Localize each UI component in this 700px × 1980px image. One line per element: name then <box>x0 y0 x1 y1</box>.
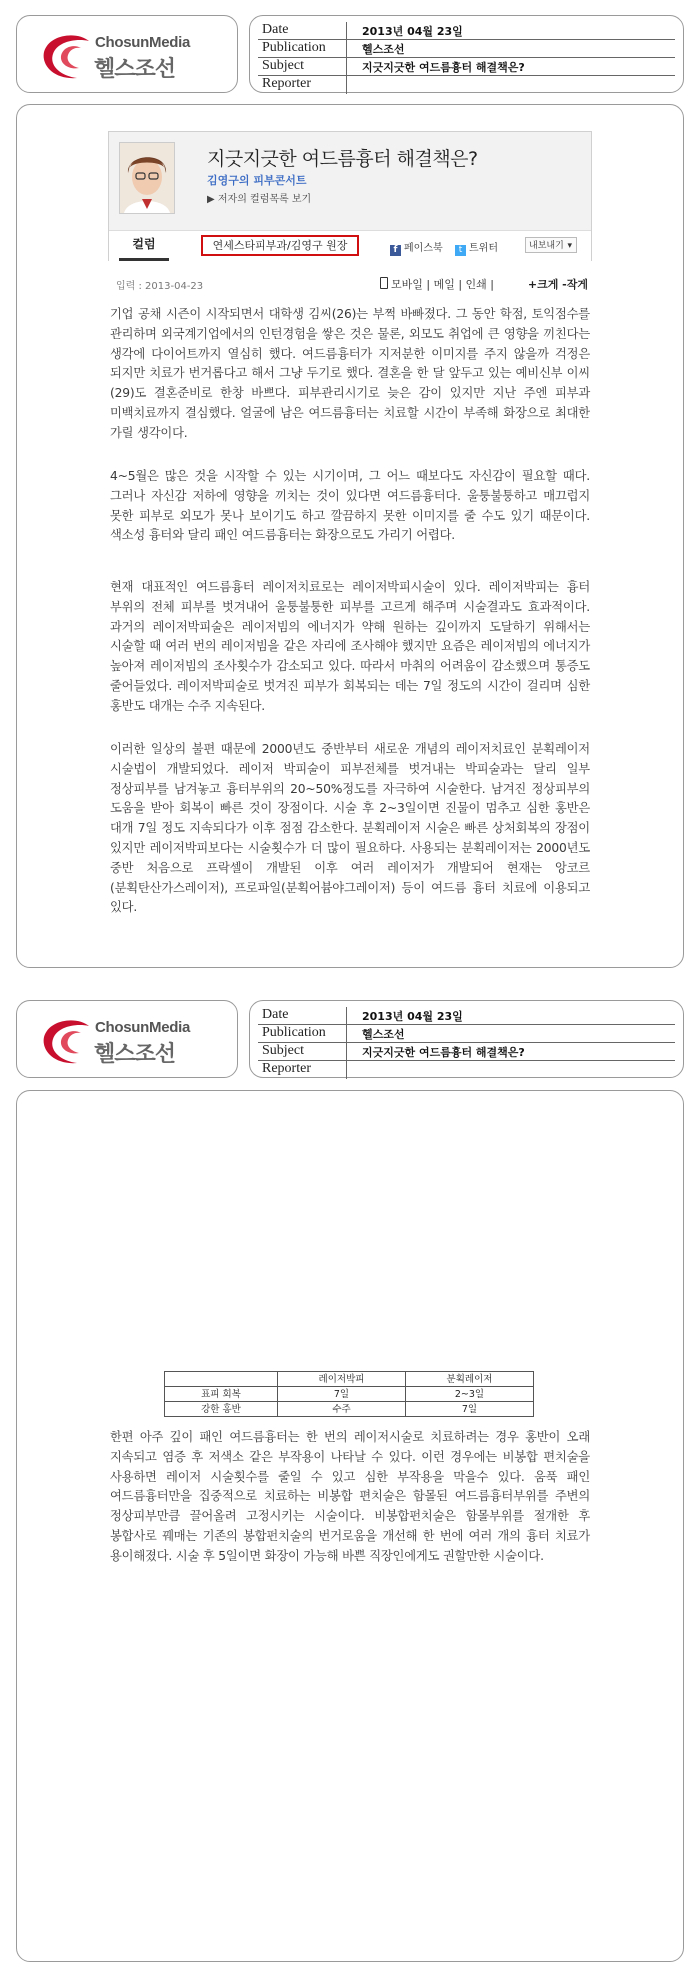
table-cell: 강한 홍반 <box>165 1402 278 1417</box>
meta-label: Subject <box>262 58 304 73</box>
meta-row-publication <box>258 40 675 58</box>
meta-row-reporter <box>258 76 675 93</box>
brand-en: ChosunMedia <box>95 1019 191 1036</box>
meta-label: Publication <box>262 40 326 55</box>
brand-ko: 헬스조선 <box>94 1042 176 1067</box>
table-header-cell: 분획레이저 <box>406 1372 534 1387</box>
meta-value: 헬스조선 <box>362 1028 405 1041</box>
logo-panel <box>16 1000 238 1078</box>
meta-label: Publication <box>262 1025 326 1040</box>
meta-panel <box>249 1000 684 1078</box>
column-list-link[interactable]: ▶ 저자의 컬럼목록 보기 <box>207 194 312 205</box>
meta-label: Reporter <box>262 76 311 91</box>
logo-swoosh-icon <box>39 1017 95 1067</box>
brand-ko: 헬스조선 <box>94 57 176 82</box>
facebook-icon: f <box>390 245 401 256</box>
meta-row-publication <box>258 1025 675 1043</box>
facebook-share-button[interactable] <box>390 239 443 256</box>
send-label: 내보내기 <box>529 241 564 251</box>
meta-value: 헬스조선 <box>362 43 405 56</box>
tab-column[interactable]: 컬럼 <box>119 231 169 261</box>
send-dropdown[interactable] <box>525 237 577 253</box>
article-header <box>108 131 592 261</box>
meta-row-date <box>258 1007 675 1025</box>
chevron-down-icon: ▾ <box>567 241 572 251</box>
article-paragraph: 한편 아주 깊이 패인 여드름흉터는 한 번의 레이저시술로 치료하려는 경우 홍반이 오래 지속되고 염증 후 저색소 같은 부작용이 나타날 수 있다. 이런 경우에는 비봉합 편치술을 사용하면 레이저 시술횟수를 줄일 수 있고 심한 부작용을 막을수 있다. 움푹 패인 여드름흉터만을 집중적으로 치료하는 비봉합 편치술은 함몰된 여드름흉터부위를 주변의 정상피부만큼 끌어올려 고정시키는 시술이다. 비봉합펀치술은 함몰부위를 절개한 후 봉합사로 꿰매는 기존의 봉합펀치술의 번거로움을 개선해 한 번에 여러 개의 흉터 치료가 용이해졌다. 시술 후 5일이면 화장이 가능해 바쁜 직장인에게도 권할만한 시술이다. <box>110 1430 590 1563</box>
mobile-icon <box>380 277 388 289</box>
meta-value: 2013년 04월 23일 <box>362 25 463 38</box>
meta-row-date <box>258 22 675 40</box>
meta-value: 2013년 04월 23일 <box>362 1010 463 1023</box>
table-cell: 수주 <box>278 1402 406 1417</box>
author-photo <box>119 142 175 214</box>
table-cell: 7일 <box>406 1402 534 1417</box>
article-toolbar <box>112 276 592 292</box>
column-name-link[interactable]: 김영구의 피부콘서트 <box>207 174 307 187</box>
table-row <box>165 1387 534 1402</box>
table-cell: 표피 회복 <box>165 1387 278 1402</box>
facebook-label: 페이스북 <box>404 243 443 254</box>
brand-en: ChosunMedia <box>95 34 191 51</box>
table-header-cell <box>165 1372 278 1387</box>
font-size-control[interactable]: +크게 -작게 <box>527 278 588 291</box>
meta-label: Reporter <box>262 1061 311 1076</box>
table-row <box>165 1372 534 1387</box>
comparison-table <box>164 1371 534 1417</box>
article-tools[interactable] <box>380 276 494 292</box>
article-paragraph: 이러한 일상의 불편 때문에 2000년도 중반부터 새로운 개념의 레이저치료인 분획레이저 시술법이 개발되었다. 레이저 박피술이 피부전체를 벗겨내는 박피술과는 달리 일부 정상피부를 남겨놓고 흉터부위의 20~50%정도를 자극하여 시술한다. 남겨진 정상피부의 도움을 받아 회복이 빠른 것이 장점이다. 시술 후 2~3일이면 진물이 멈추고 심한 홍반은 대개 7일 정도 지속되다가 이후 점점 감소한다. 분획레이저 시술은 빠른 상처회복의 장점이 있지만 레이저박피보다는 시술횟수가 더 많이 필요하다. 사용되는 분획레이저는 2000년도 중반 처음으로 프락셀이 개발된 이후 여러 레이저가 개발되어 현재는 앙코르(분획탄산가스레이저), 프로파일(분획어븀야그레이저) 등이 여드름 흉터 치료에 이용되고 있다. <box>110 742 590 915</box>
twitter-icon: t <box>455 245 466 256</box>
table-header-cell: 레이저박피 <box>278 1372 406 1387</box>
meta-value: 지긋지긋한 여드름흉터 해결책은? <box>362 61 525 74</box>
logo-swoosh-icon <box>39 32 95 82</box>
twitter-share-button[interactable] <box>455 239 498 256</box>
article-tools-label: 모바일 | 메일 | 인쇄 | <box>391 278 494 291</box>
meta-row-reporter <box>258 1061 675 1078</box>
logo-panel <box>16 15 238 93</box>
table-row <box>165 1402 534 1417</box>
table-cell: 2~3일 <box>406 1387 534 1402</box>
meta-value: 지긋지긋한 여드름흉터 해결책은? <box>362 1046 525 1059</box>
meta-label: Date <box>262 22 289 37</box>
twitter-label: 트위터 <box>469 243 498 254</box>
meta-label: Date <box>262 1007 289 1022</box>
author-affiliation: 연세스타피부과/김영구 원장 <box>201 235 359 256</box>
article-date: 입력 : 2013-04-23 <box>116 281 204 292</box>
chosun-media-logo <box>39 32 229 82</box>
table-cell: 7일 <box>278 1387 406 1402</box>
meta-panel <box>249 15 684 93</box>
meta-row-subject <box>258 58 675 76</box>
meta-label: Subject <box>262 1043 304 1058</box>
article-paragraph: 기업 공채 시즌이 시작되면서 대학생 김씨(26)는 부쩍 바빠졌다. 그 동안 학점, 토익점수를 관리하며 외국계기업에서의 인턴경험을 쌓은 것은 물론, 외모도 취업에 큰 영향을 끼친다는 생각에 다이어트까지 열심히 했다. 여드름흉터가 지저분한 이미지를 주지 않을까 걱정은 되지만 치료가 번거롭다고 해서 그냥 두기로 했다. 결혼을 한 달 앞두고 있는 예비신부 이씨(29)도 결혼준비로 한창 바쁘다. 피부관리시기로 늦은 감이 있지만 지난 주엔 피부과 미백치료까지 결심했다. 얼굴에 남은 여드름흉터는 치료할 시간이 부족해 화장으로 최대한 가릴 생각이다. <box>110 307 590 440</box>
article-paragraph: 현재 대표적인 여드름흉터 레이저치료로는 레이저박피시술이 있다. 레이저박피는 흉터 부위의 전체 피부를 벗겨내어 울퉁불퉁한 피부를 고르게 해주며 시술결과도 효과적이다. 과거의 레이저박피술은 레이저빔의 에너지가 약해 원하는 깊이까지 도달하기 위해서는 시술할 때 여러 번의 레이저빔을 같은 자리에 조사해야 했지만 요즘은 레이저빔의 에너지가 높아져 레이저빔의 조사횟수가 감소되고 있다. 따라서 마취의 어려움이 감소했으며 통증도 줄어들었다. 레이저박피술로 벗겨진 피부가 회복되는 데는 7일 정도의 시간이 걸리며 심한 홍반도 대개는 수주 지속된다. <box>110 580 590 713</box>
chosun-media-logo <box>39 1017 229 1067</box>
article-paragraph: 4~5월은 많은 것을 시작할 수 있는 시기이며, 그 어느 때보다도 자신감이 필요할 때다. 그러나 자신감 저하에 영향을 끼치는 것이 있다면 여드름흉터다. 울퉁불퉁하고 매끄럽지 못한 피부로 외모가 못나 보이기도 하고 깔끔하지 못한 이미지를 줄 수도 있기 때문이다. 색소성 흉터와 달리 패인 여드름흉터는 화장으로도 가리기 어렵다. <box>110 469 590 543</box>
article-tab-bar <box>109 230 591 262</box>
article-title: 지긋지긋한 여드름흉터 해결책은? <box>207 148 478 170</box>
meta-row-subject <box>258 1043 675 1061</box>
